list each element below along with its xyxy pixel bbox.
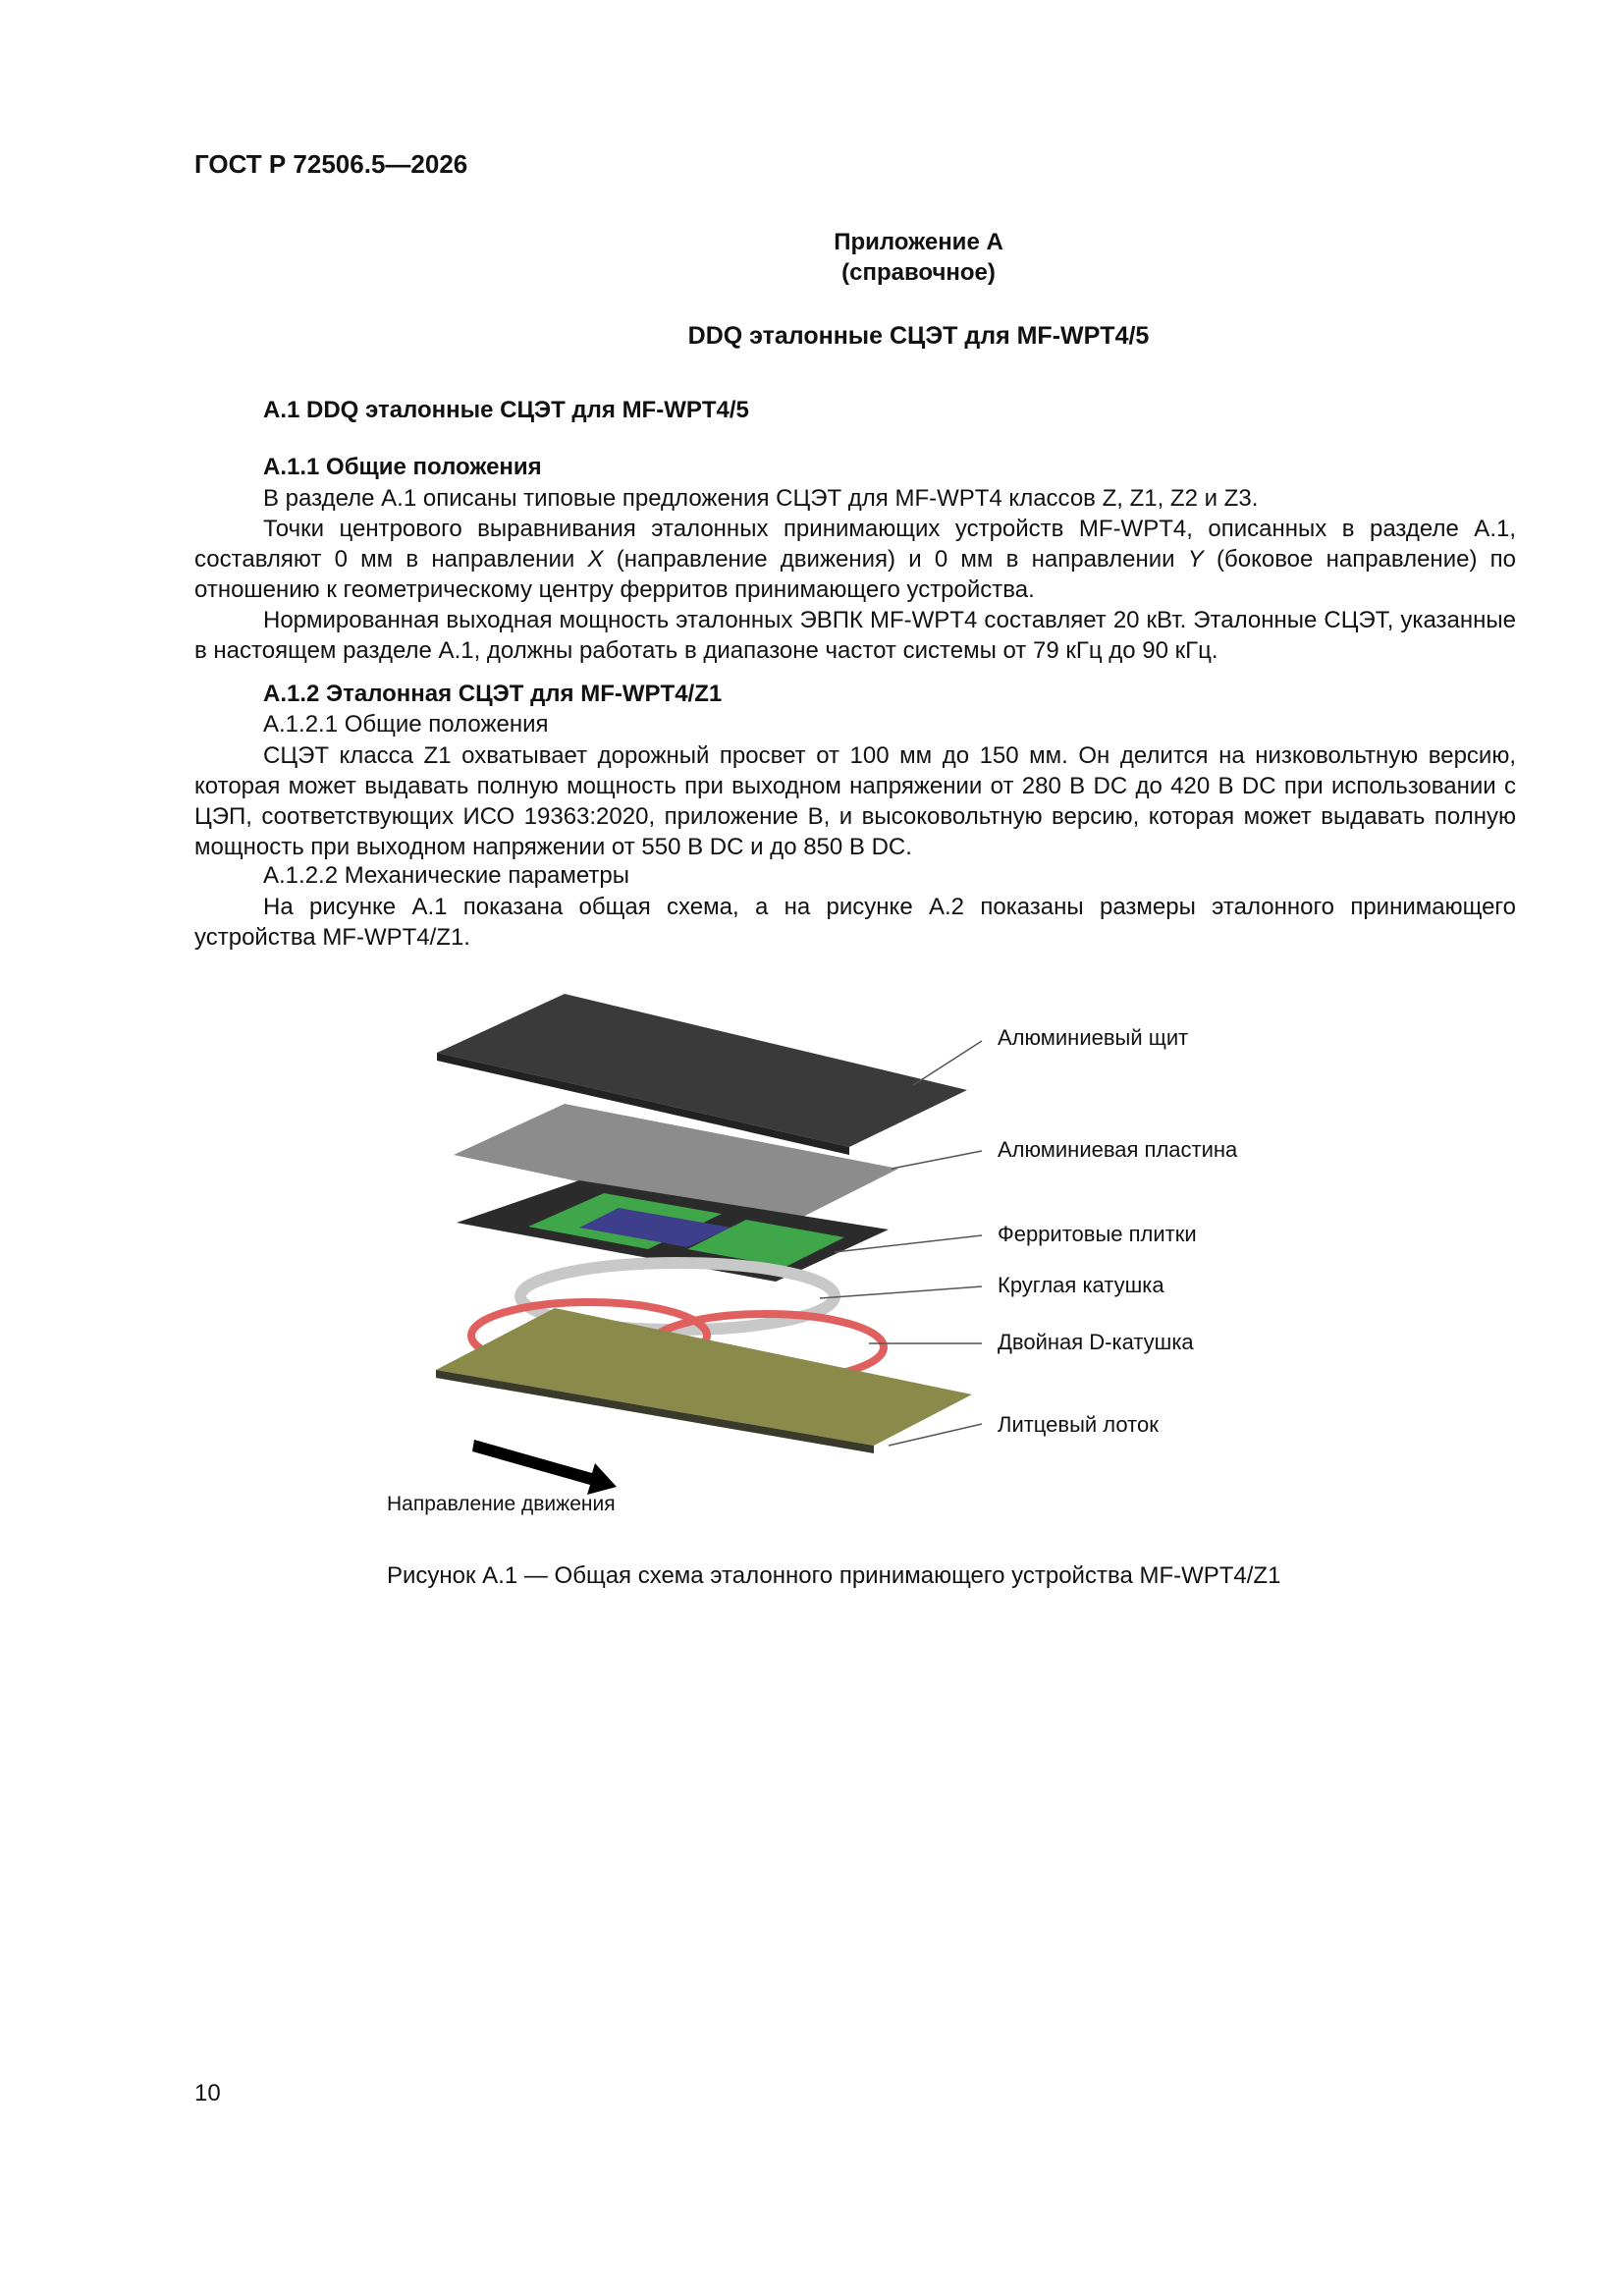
callout-shield: Алюминиевый щит — [998, 1025, 1189, 1050]
paragraph: На рисунке А.1 показана общая схема, а на рисунке А.2 показаны размеры эталонного принимающего устройства MF-WPT4/Z1. — [194, 894, 1516, 951]
section-a12-heading: А.1.2 Эталонная СЦЭТ для MF-WPT4/Z1 — [263, 681, 723, 707]
leader-shield — [913, 1041, 982, 1085]
appendix-label: Приложение А — [834, 229, 1003, 255]
leader-plate — [892, 1151, 982, 1169]
callout-tray: Литцевый лоток — [998, 1412, 1159, 1437]
callout-plate: Алюминиевая пластина — [998, 1137, 1238, 1162]
appendix-kind: (справочное) — [841, 259, 996, 286]
axis-y: Y — [1187, 546, 1204, 573]
aluminium-shield — [437, 994, 967, 1147]
axis-x: X — [587, 546, 604, 573]
callout-round-coil: Круглая катушка — [998, 1273, 1164, 1297]
leader-round-coil — [820, 1286, 982, 1298]
callout-dd-coil: Двойная D-катушка — [998, 1330, 1194, 1354]
text-run: (направление движения) и 0 мм в направлении — [603, 546, 1188, 573]
paragraph: СЦЭТ класса Z1 охватывает дорожный просвет от 100 мм до 150 мм. Он делится на низковольтную версию, которая может выдавать полную мощность при выходном напряжении от 280 В DC до 420 В DC при использовании с ЦЭП, соответствующих ИСО 19363:2020, приложение В, и высоковольтную версию, которая может выдавать полную мощность при выходном напряжении от 550 В DC и до 850 В DC. — [194, 742, 1516, 860]
paragraph: Нормированная выходная мощность эталонных ЭВПК MF-WPT4 составляет 20 кВт. Эталонные СЦЭТ, указанные в настоящем разделе А.1, должны работать в диапазоне частот системы от 79 кГц до 90 кГц. — [194, 607, 1516, 664]
section-a11-heading: А.1.1 Общие положения — [263, 454, 542, 480]
figure-caption: Рисунок А.1 — Общая схема эталонного принимающего устройства MF-WPT4/Z1 — [387, 1562, 1281, 1589]
section-a1-heading: А.1 DDQ эталонные СЦЭТ для MF-WPT4/5 — [263, 397, 749, 423]
text-run: (боковое направление) по отношению к геометрическому центру ферритов принимающего устройства. — [194, 546, 1516, 603]
section-a122-heading: А.1.2.2 Механические параметры — [263, 862, 629, 889]
direction-label: Направление движения — [387, 1493, 616, 1515]
callout-ferrite: Ферритовые плитки — [998, 1222, 1197, 1246]
appendix-title: DDQ эталонные СЦЭТ для MF-WPT4/5 — [687, 322, 1150, 350]
direction-arrow — [472, 1440, 617, 1495]
section-a121-heading: А.1.2.1 Общие положения — [263, 711, 549, 738]
standard-header: ГОСТ Р 72506.5—2026 — [194, 149, 468, 179]
page-number: 10 — [194, 2080, 221, 2106]
paragraph: В разделе А.1 описаны типовые предложения СЦЭТ для MF-WPT4 классов Z, Z1, Z2 и Z3. — [263, 485, 1259, 512]
text-run: Точки центрового выравнивания эталонных принимающих устройств MF-WPT4, описанных в разделе А.1, составляют 0 мм в направлении — [194, 516, 1516, 573]
